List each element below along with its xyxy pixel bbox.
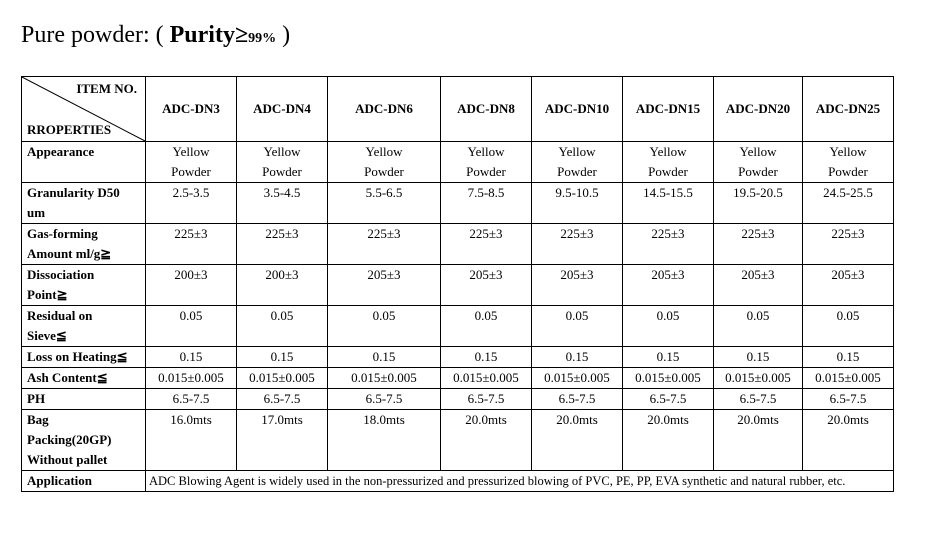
table-cell-line: 17.0mts (261, 412, 303, 427)
table-cell (623, 224, 714, 265)
table-cell (532, 183, 623, 224)
property-label-line: Without pallet (27, 452, 108, 467)
table-cell (146, 368, 237, 389)
table-row (22, 142, 894, 183)
table-cell-line: 0.015±0.005 (635, 370, 701, 385)
table-cell-line: Powder (171, 164, 211, 179)
table-cell (441, 183, 532, 224)
table-cell-line: 6.5-7.5 (365, 391, 403, 406)
table-cell (146, 306, 237, 347)
table-cell (532, 389, 623, 410)
table-cell-line: 0.15 (372, 349, 396, 364)
table-cell (623, 265, 714, 306)
table-cell (237, 306, 328, 347)
property-label (22, 347, 146, 368)
table-cell (237, 347, 328, 368)
table-cell-line: 24.5-25.5 (823, 185, 873, 200)
table-cell (803, 347, 894, 368)
property-label-line: Packing(20GP) (27, 432, 112, 447)
property-label (22, 265, 146, 306)
table-cell-line: 205±3 (469, 267, 503, 282)
table-cell-line: Yellow (739, 144, 777, 159)
table-cell-line: 20.0mts (737, 412, 779, 427)
title-close: ) (276, 22, 291, 48)
table-cell-line: 205±3 (741, 267, 775, 282)
table-cell (441, 410, 532, 471)
table-cell (328, 142, 441, 183)
table-cell-line: 225±3 (367, 226, 401, 241)
table-row (22, 306, 894, 347)
column-header: ADC-DN3 (146, 77, 237, 142)
table-cell-line: 0.05 (474, 308, 498, 323)
table-row (22, 368, 894, 389)
table-cell-line: 205±3 (367, 267, 401, 282)
item-no-label: ITEM NO. (76, 81, 137, 96)
table-cell-line: 225±3 (174, 226, 208, 241)
table-cell (803, 265, 894, 306)
table-cell-line: Powder (557, 164, 597, 179)
table-row (22, 224, 894, 265)
properties-label: RROPERTIES (27, 122, 112, 137)
property-label-line: Loss on Heating≦ (27, 349, 128, 364)
table-cell-line: 225±3 (265, 226, 299, 241)
table-cell-line: 225±3 (651, 226, 685, 241)
property-label (22, 389, 146, 410)
property-label-line: Granularity D50 (27, 185, 120, 200)
table-cell-line: Yellow (649, 144, 687, 159)
property-label-line: Gas-forming (27, 226, 98, 241)
property-label (22, 142, 146, 183)
property-label (22, 224, 146, 265)
table-cell-line: 0.015±0.005 (249, 370, 315, 385)
table-cell-line: 0.15 (270, 349, 294, 364)
column-header: ADC-DN15 (623, 77, 714, 142)
table-cell (532, 142, 623, 183)
table-cell (623, 368, 714, 389)
table-cell-line: 16.0mts (170, 412, 212, 427)
title-purity-value: 99% (248, 31, 277, 46)
property-label (22, 306, 146, 347)
table-cell-line: 0.15 (179, 349, 203, 364)
table-row (22, 410, 894, 471)
spec-table-body (22, 142, 894, 471)
title-main: Pure powder: ( (21, 22, 170, 48)
page-title (21, 20, 290, 54)
table-cell (328, 389, 441, 410)
spec-table (21, 76, 894, 492)
table-cell (714, 389, 803, 410)
table-cell (237, 265, 328, 306)
table-cell-line: 7.5-8.5 (467, 185, 505, 200)
table-cell (237, 183, 328, 224)
table-cell-line: 5.5-6.5 (365, 185, 403, 200)
table-cell-line: 0.15 (836, 349, 860, 364)
table-cell (441, 347, 532, 368)
property-label-line: PH (27, 391, 46, 406)
table-cell (146, 265, 237, 306)
table-cell-line: 0.15 (474, 349, 498, 364)
table-cell-line: 0.05 (372, 308, 396, 323)
table-cell-line: 0.05 (746, 308, 770, 323)
column-header: ADC-DN4 (237, 77, 328, 142)
table-cell-line: 0.015±0.005 (453, 370, 519, 385)
table-cell (714, 224, 803, 265)
title-purity-label: Purity≥ (169, 22, 249, 48)
table-cell-line: 6.5-7.5 (739, 391, 777, 406)
table-cell (237, 368, 328, 389)
table-cell (623, 183, 714, 224)
table-cell-line: 225±3 (560, 226, 594, 241)
table-cell-line: Powder (466, 164, 506, 179)
property-label-line: Residual on (27, 308, 93, 323)
table-cell (623, 410, 714, 471)
table-cell-line: 18.0mts (363, 412, 405, 427)
table-cell-line: 3.5-4.5 (263, 185, 301, 200)
table-cell (803, 224, 894, 265)
table-cell-line: 20.0mts (647, 412, 689, 427)
table-cell-line: 0.015±0.005 (725, 370, 791, 385)
table-cell (441, 142, 532, 183)
table-cell (714, 347, 803, 368)
property-label-line: Point≧ (27, 287, 68, 302)
table-cell (623, 142, 714, 183)
table-cell-line: Powder (828, 164, 868, 179)
table-row (22, 265, 894, 306)
table-cell (532, 306, 623, 347)
table-cell-line: 0.05 (565, 308, 589, 323)
table-cell (803, 368, 894, 389)
table-cell-line: Powder (738, 164, 778, 179)
table-cell-line: 6.5-7.5 (467, 391, 505, 406)
table-cell (328, 265, 441, 306)
table-cell-line: 0.05 (836, 308, 860, 323)
table-cell (623, 306, 714, 347)
property-label-line: Amount ml/g≧ (27, 246, 112, 261)
table-cell-line: 0.15 (746, 349, 770, 364)
column-header: ADC-DN20 (714, 77, 803, 142)
table-cell-line: 225±3 (741, 226, 775, 241)
table-cell-line: 225±3 (469, 226, 503, 241)
table-cell (803, 389, 894, 410)
table-cell (441, 368, 532, 389)
table-cell-line: 20.0mts (465, 412, 507, 427)
property-label (22, 183, 146, 224)
table-cell-line: 6.5-7.5 (558, 391, 596, 406)
table-cell-line: 225±3 (831, 226, 865, 241)
table-cell (441, 265, 532, 306)
header-corner-cell (22, 77, 146, 142)
table-row (22, 347, 894, 368)
table-cell-line: 0.015±0.005 (158, 370, 224, 385)
table-cell-line: 2.5-3.5 (172, 185, 210, 200)
table-cell-line: 20.0mts (827, 412, 869, 427)
table-cell-line: 205±3 (651, 267, 685, 282)
table-cell (803, 306, 894, 347)
table-cell (237, 410, 328, 471)
table-cell-line: 0.15 (656, 349, 680, 364)
table-cell-line: Powder (364, 164, 404, 179)
table-cell-line: 6.5-7.5 (829, 391, 867, 406)
application-row (22, 471, 894, 492)
table-cell (328, 347, 441, 368)
table-cell (328, 368, 441, 389)
table-row (22, 389, 894, 410)
table-cell-line: Yellow (829, 144, 867, 159)
table-cell-line: 14.5-15.5 (643, 185, 693, 200)
property-label (22, 410, 146, 471)
column-header: ADC-DN25 (803, 77, 894, 142)
property-label-line: Appearance (27, 144, 95, 159)
table-cell-line: Yellow (263, 144, 301, 159)
table-cell-line: 6.5-7.5 (263, 391, 301, 406)
property-label-line: Ash Content≦ (27, 370, 108, 385)
table-cell (146, 183, 237, 224)
table-cell (146, 410, 237, 471)
table-cell (532, 410, 623, 471)
table-cell-line: 200±3 (174, 267, 208, 282)
table-cell (714, 183, 803, 224)
table-cell (532, 224, 623, 265)
table-cell-line: Yellow (172, 144, 210, 159)
property-label (22, 368, 146, 389)
table-cell (714, 368, 803, 389)
table-cell-line: Yellow (365, 144, 403, 159)
table-cell (328, 410, 441, 471)
application-label: Application (22, 471, 146, 492)
table-cell-line: Yellow (558, 144, 596, 159)
table-cell-line: 200±3 (265, 267, 299, 282)
header-row (22, 77, 894, 142)
table-cell-line: 205±3 (831, 267, 865, 282)
table-cell (803, 410, 894, 471)
table-cell (328, 306, 441, 347)
table-cell-line: Yellow (467, 144, 505, 159)
property-label-line: um (27, 205, 46, 220)
table-cell (328, 183, 441, 224)
table-cell-line: 6.5-7.5 (649, 391, 687, 406)
column-header: ADC-DN6 (328, 77, 441, 142)
property-label-line: Bag (27, 412, 49, 427)
table-cell (441, 306, 532, 347)
property-label-line: Dissociation (27, 267, 95, 282)
table-cell-line: Powder (262, 164, 302, 179)
table-cell-line: 0.05 (179, 308, 203, 323)
table-cell-line: 9.5-10.5 (555, 185, 599, 200)
table-cell (714, 265, 803, 306)
table-cell (623, 347, 714, 368)
table-cell (237, 142, 328, 183)
application-text: ADC Blowing Agent is widely used in the non-pressurized and pressurized blowing of PVC, PE, PP, EVA synthetic and natural rubber, etc. (146, 471, 894, 492)
table-cell (532, 265, 623, 306)
table-cell-line: 0.015±0.005 (815, 370, 881, 385)
table-cell (803, 142, 894, 183)
table-cell (532, 347, 623, 368)
table-cell (623, 389, 714, 410)
table-cell (237, 389, 328, 410)
column-header: ADC-DN8 (441, 77, 532, 142)
table-cell-line: 20.0mts (556, 412, 598, 427)
table-cell (714, 142, 803, 183)
table-cell-line: 0.015±0.005 (544, 370, 610, 385)
table-cell-line: 0.05 (656, 308, 680, 323)
table-cell-line: 205±3 (560, 267, 594, 282)
table-cell (803, 183, 894, 224)
table-row (22, 183, 894, 224)
table-cell-line: 0.05 (270, 308, 294, 323)
table-cell (441, 224, 532, 265)
column-header: ADC-DN10 (532, 77, 623, 142)
table-cell (237, 224, 328, 265)
table-cell (532, 368, 623, 389)
table-cell (146, 224, 237, 265)
table-cell (714, 410, 803, 471)
table-cell-line: 0.15 (565, 349, 589, 364)
table-cell (146, 142, 237, 183)
table-cell (328, 224, 441, 265)
table-cell-line: 19.5-20.5 (733, 185, 783, 200)
table-cell-line: 6.5-7.5 (172, 391, 210, 406)
table-cell (441, 389, 532, 410)
table-cell-line: 0.015±0.005 (351, 370, 417, 385)
table-cell (146, 347, 237, 368)
table-cell-line: Powder (648, 164, 688, 179)
table-cell (146, 389, 237, 410)
property-label-line: Sieve≦ (27, 328, 67, 343)
table-cell (714, 306, 803, 347)
